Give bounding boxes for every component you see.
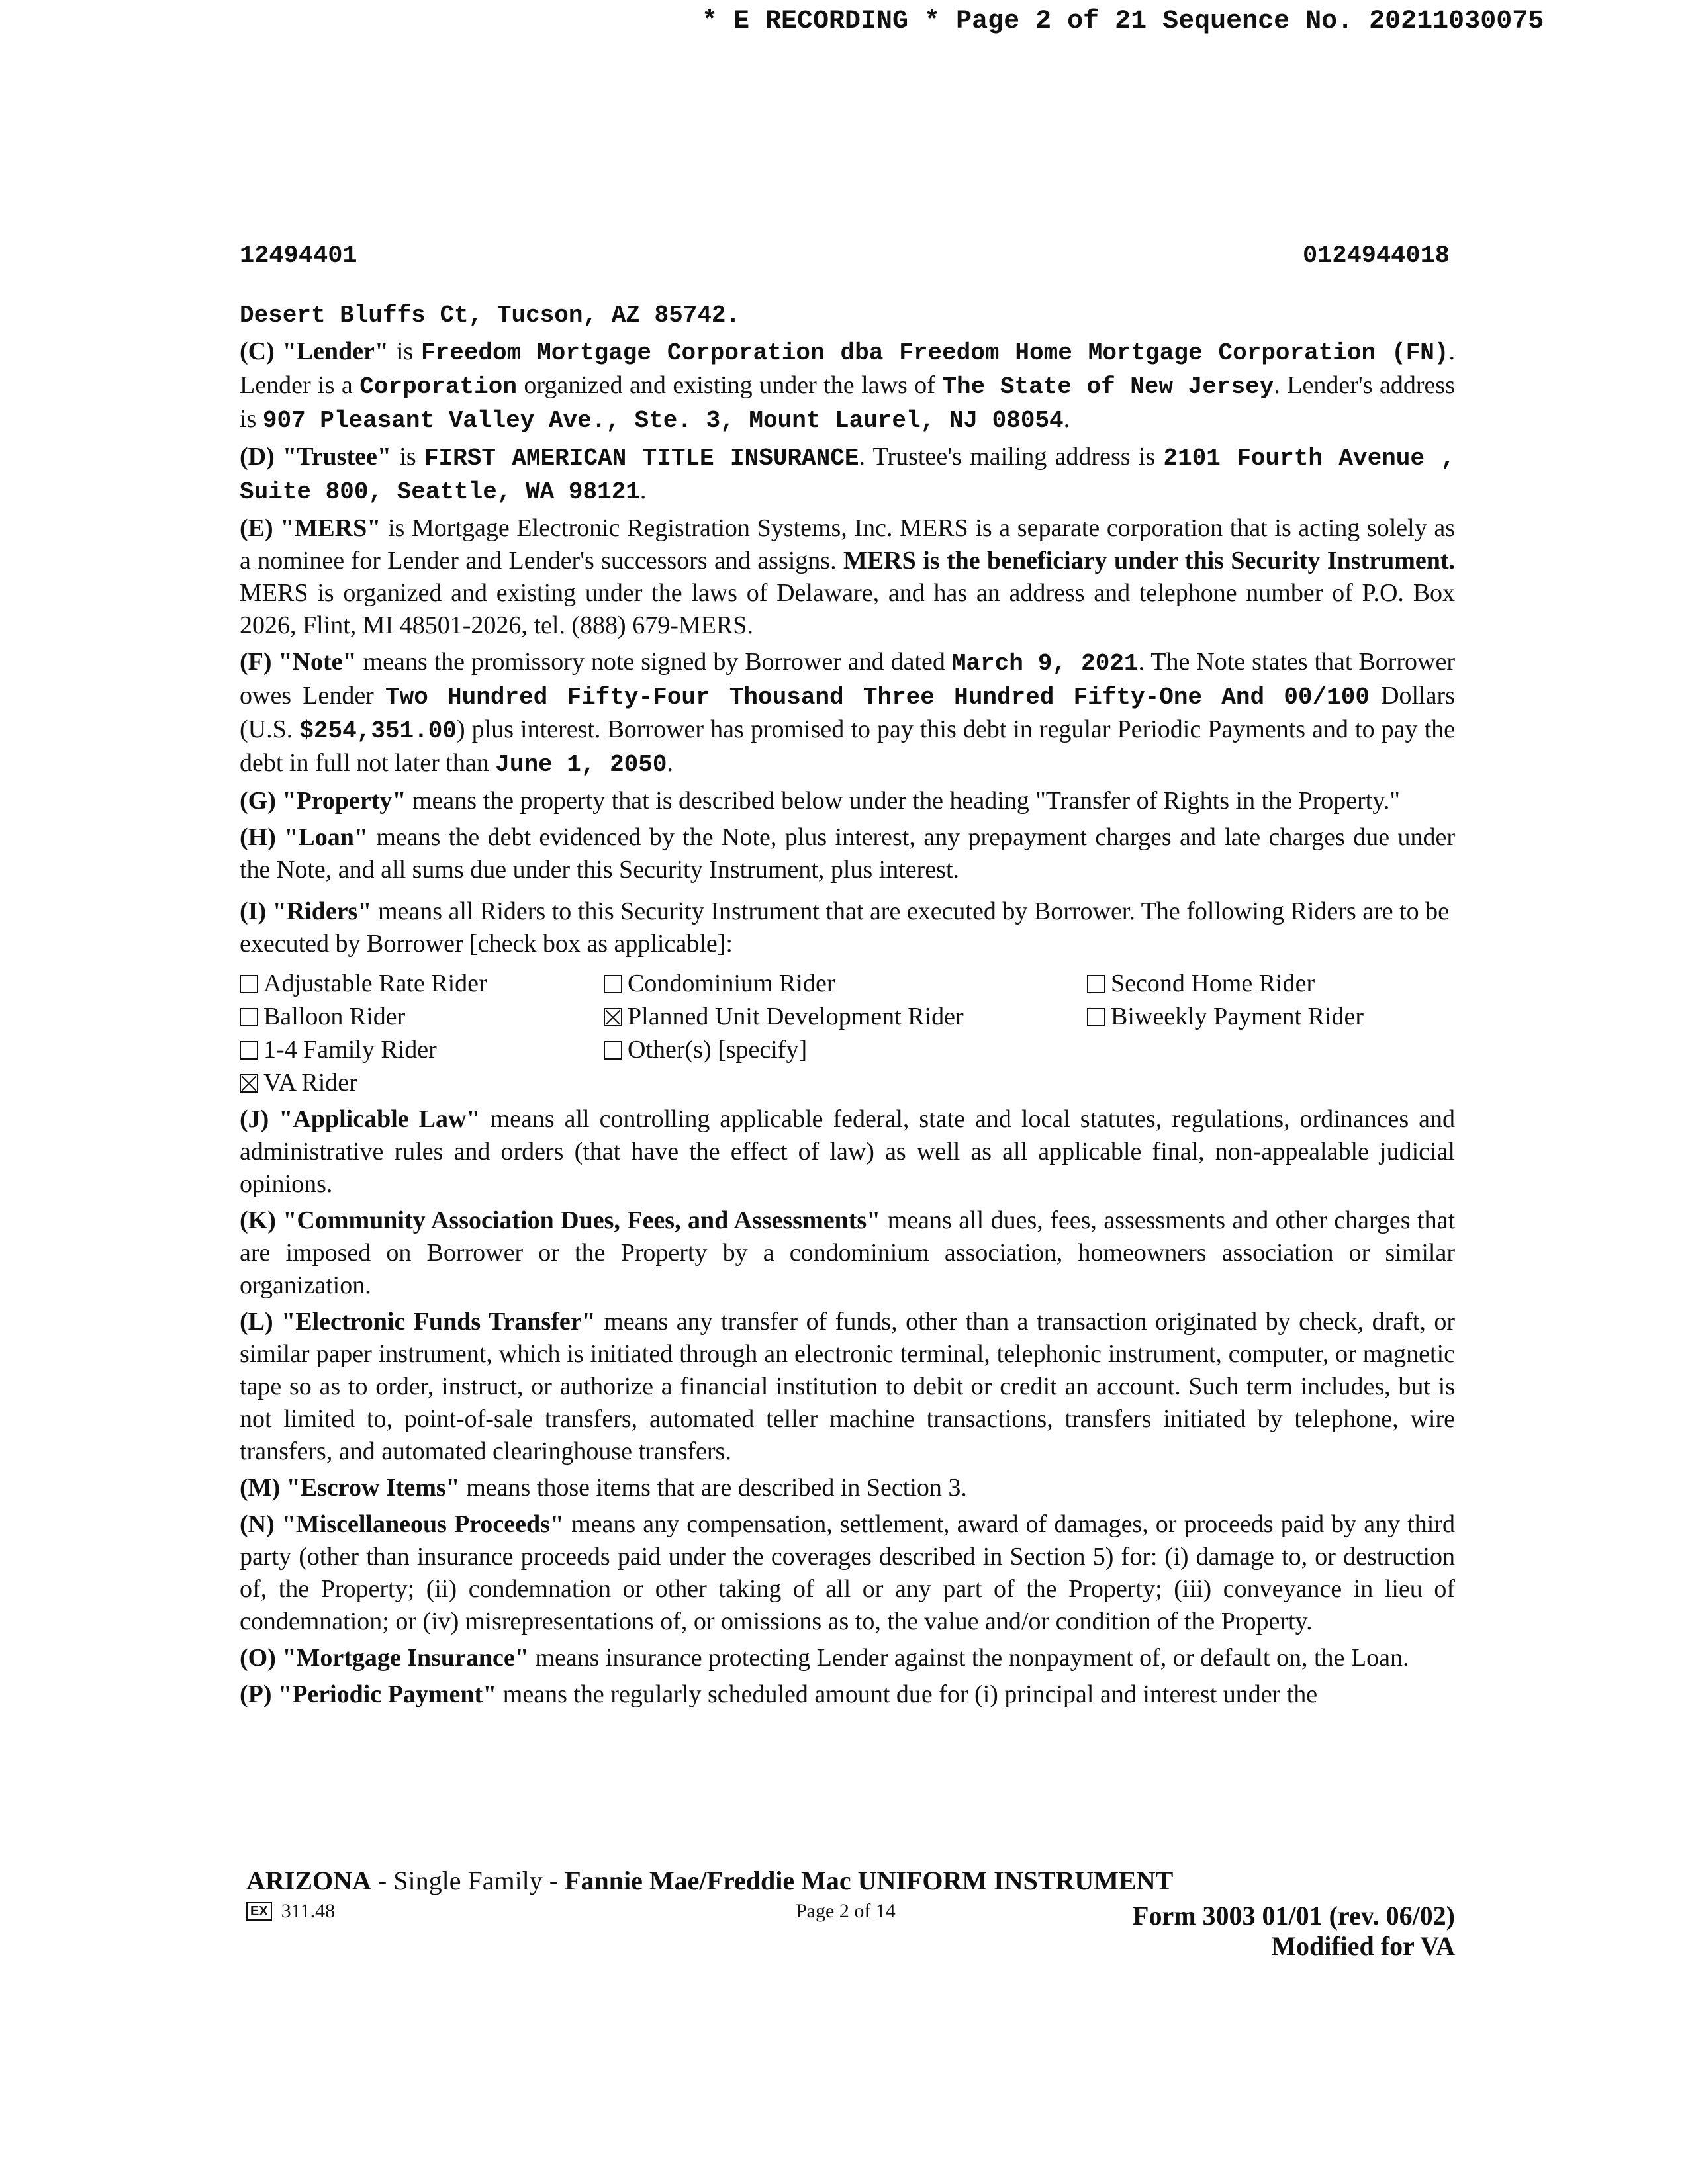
note-amount: $254,351.00: [299, 717, 457, 745]
section-label: (L) "Electronic Funds Transfer": [240, 1308, 596, 1336]
section-label: (H) "Loan": [240, 823, 368, 851]
section-label: (M) "Escrow Items": [240, 1474, 460, 1502]
loan-number-right: 0124944018: [1302, 242, 1450, 270]
section-label: (N) "Miscellaneous Proceeds": [240, 1510, 565, 1538]
rider-option[interactable]: Balloon Rider: [240, 1000, 604, 1033]
rider-option[interactable]: Planned Unit Development Rider: [604, 1000, 1087, 1033]
section-lender: (C) "Lender" is Freedom Mortgage Corporation dba Freedom Home Mortgage Corporation (FN). Lender is a Corporation organized and existing under the laws of The State of New Jersey. Lender's address is 907 Pleasant Valley Ave., Ste. 3, Mount Laurel, NJ 08054.: [240, 338, 1456, 434]
recording-header: * E RECORDING * Page 2 of 21 Sequence No. 20211030075: [702, 7, 1544, 36]
section-label: (K) "Community Association Dues, Fees, and Assessments": [240, 1206, 881, 1234]
trustee-address: 2101 Fourth Avenue , Suite 800, Seattle, WA 98121: [240, 445, 1455, 506]
note-date: March 9, 2021: [951, 650, 1139, 677]
note-amount-words: Two Hundred Fifty-Four Thousand Three Hundred Fifty-One And 00/100: [385, 684, 1370, 711]
section-label: (C) "Lender": [240, 338, 389, 365]
rider-option[interactable]: Other(s) [specify]: [604, 1033, 1087, 1066]
section-label: (F) "Note": [240, 648, 357, 676]
loan-number-left: 12494401: [240, 242, 357, 270]
checkbox-icon[interactable]: [240, 975, 258, 993]
section-label: (G) "Property": [240, 787, 406, 815]
rider-option[interactable]: VA Rider: [240, 1066, 604, 1099]
riders-checklist: [240, 967, 1455, 1099]
form-number: Form 3003 01/01 (rev. 06/02): [1133, 1901, 1455, 1931]
checkbox-icon[interactable]: [604, 1041, 622, 1060]
checkbox-icon[interactable]: [1087, 975, 1105, 993]
section-eft: (L) "Electronic Funds Transfer" means any transfer of funds, other than a transaction originated by check, draft, or similar paper instrument, which is initiated through an electronic terminal, telephonic instrument, computer, or magnetic tape so as to order, instruct, or authorize a financial institution to debit or credit an account. Such term includes, but is not limited to, point-of-sale transfers, automated teller machine transactions, transfers initiated by telephone, wire transfers, and automated clearinghouse transfers.: [240, 1308, 1455, 1465]
section-label: (P) "Periodic Payment": [240, 1680, 497, 1708]
page-number: Page 2 of 14: [796, 1900, 896, 1922]
section-label: (J) "Applicable Law": [240, 1105, 481, 1133]
section-misc-proceeds: (N) "Miscellaneous Proceeds" means any compensation, settlement, award of damages, or proceeds paid by any third party (other than insurance proceeds paid under the coverages described in Section 5) for: (i) damage to, or destruction of, the Property; (ii) condemnation or other taking of all or any part of the Property; (iii) conveyance in lieu of condemnation; or (iv) misrepresentations of, or omissions as to, the value and/or condition of the Property.: [240, 1510, 1455, 1635]
section-label: (E) "MERS": [240, 514, 381, 542]
form-title: ARIZONA - Single Family - Fannie Mae/Freddie Mac UNIFORM INSTRUMENT: [246, 1866, 1174, 1895]
checkbox-icon[interactable]: [1087, 1008, 1105, 1026]
section-loan: (H) "Loan" means the debt evidenced by the Note, plus interest, any prepayment charges and late charges due under the Note, and all sums due under this Security Instrument, plus interest.: [240, 823, 1455, 884]
checked-checkbox-icon[interactable]: [240, 1074, 258, 1093]
rider-empty-cell: [1087, 1033, 1455, 1066]
lender-address: 907 Pleasant Valley Ave., Ste. 3, Mount Laurel, NJ 08054: [262, 407, 1064, 434]
document-body: [240, 298, 1455, 1715]
section-mortgage-insurance: (O) "Mortgage Insurance" means insurance protecting Lender against the nonpayment of, or default on, the Loan.: [240, 1644, 1409, 1672]
section-label: (I) "Riders": [240, 897, 372, 925]
rider-option[interactable]: 1-4 Family Rider: [240, 1033, 604, 1066]
page-footer: [246, 1865, 1455, 1962]
address-line: Desert Bluffs Ct, Tucson, AZ 85742.: [240, 302, 741, 329]
section-property: (G) "Property" means the property that is described below under the heading "Transfer of Rights in the Property.": [240, 787, 1400, 815]
section-applicable-law: (J) "Applicable Law" means all controlling applicable federal, state and local statutes, regulations, ordinances and administrative rules and orders (that have the effect of law) as well as all applicable final, non-appealable judicial opinions.: [240, 1105, 1455, 1198]
checkbox-icon[interactable]: [240, 1041, 258, 1060]
section-trustee: (D) "Trustee" is FIRST AMERICAN TITLE INSURANCE. Trustee's mailing address is 2101 Fourth Avenue , Suite 800, Seattle, WA 98121.: [240, 443, 1455, 506]
lender-name: Freedom Mortgage Corporation dba Freedom Home Mortgage Corporation (FN): [421, 340, 1449, 367]
section-escrow-items: (M) "Escrow Items" means those items that are described in Section 3.: [240, 1474, 967, 1502]
section-note: (F) "Note" means the promissory note signed by Borrower and dated March 9, 2021. The Note states that Borrower owes Lender Two Hundred Fifty-Four Thousand Three Hundred Fifty-One And 00/100 Dollars (U.S. $254,351.00) plus interest. Borrower has promised to pay this debt in regular Periodic Payments and to pay the debt in full not later than June 1, 2050.: [240, 648, 1455, 778]
rider-option[interactable]: Biweekly Payment Rider: [1087, 1000, 1455, 1033]
section-label: (D) "Trustee": [240, 443, 391, 471]
section-mers: (E) "MERS" is Mortgage Electronic Registration Systems, Inc. MERS is a separate corporation that is acting solely as a nominee for Lender and Lender's successors and assigns. MERS is the beneficiary under this Security Instrument. MERS is organized and existing under the laws of Delaware, and has an address and telephone number of P.O. Box 2026, Flint, MI 48501-2026, tel. (888) 679-MERS.: [240, 514, 1456, 639]
footer-row: [246, 1900, 1455, 1931]
lender-entity-type: Corporation: [359, 373, 517, 400]
form-code: EX 311.48: [246, 1900, 335, 1923]
lender-state: The State of New Jersey: [942, 373, 1274, 400]
trustee-name: FIRST AMERICAN TITLE INSURANCE: [424, 445, 859, 472]
ex-logo-icon: EX: [246, 1902, 272, 1921]
rider-option[interactable]: Condominium Rider: [604, 967, 1087, 1000]
checkbox-icon[interactable]: [604, 975, 622, 993]
modified-note: Modified for VA: [1271, 1931, 1455, 1961]
section-riders: (I) "Riders" means all Riders to this Security Instrument that are executed by Borrower. The following Riders are to be executed by Borrower [check box as applicable]:: [240, 897, 1450, 958]
rider-option[interactable]: Adjustable Rate Rider: [240, 967, 604, 1000]
section-community-dues: (K) "Community Association Dues, Fees, and Assessments" means all dues, fees, assessments and other charges that are imposed on Borrower or the Property by a condominium association, homeowners association or similar organization.: [240, 1206, 1455, 1299]
section-label: (O) "Mortgage Insurance": [240, 1644, 529, 1672]
checkbox-icon[interactable]: [240, 1008, 258, 1026]
section-periodic-payment: (P) "Periodic Payment" means the regularly scheduled amount due for (i) principal and interest under the: [240, 1680, 1318, 1708]
note-maturity-date: June 1, 2050: [495, 751, 667, 778]
checked-checkbox-icon[interactable]: [604, 1008, 622, 1026]
rider-option[interactable]: Second Home Rider: [1087, 967, 1455, 1000]
